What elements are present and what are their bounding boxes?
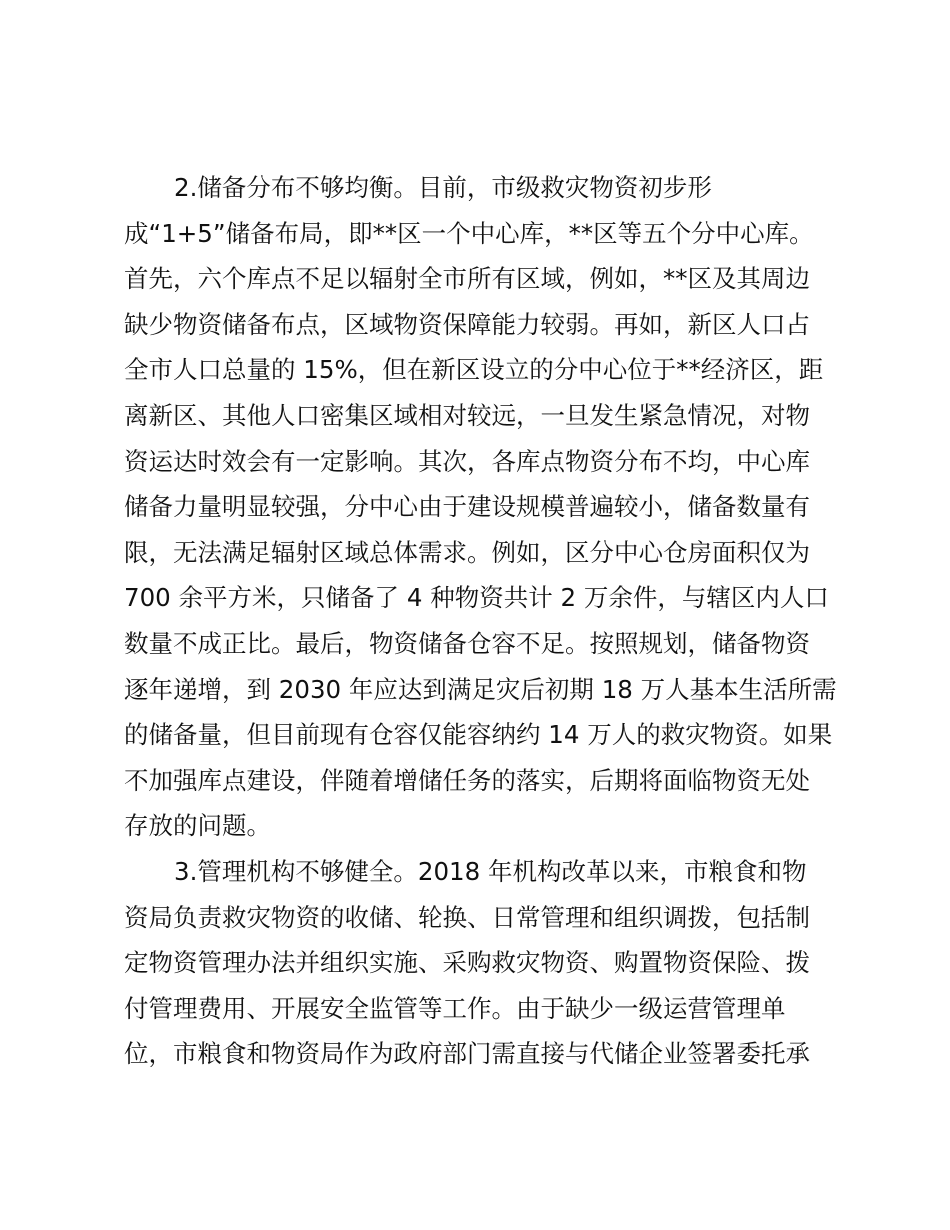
paragraph-3-heading-line: 3.管理机构不够健全。2018 年机构改革以来，市粮食和物 <box>174 856 807 886</box>
text-line: 储备力量明显较强，分中心由于建设规模普遍较小，储备数量有 <box>124 492 810 522</box>
text-line: 成“1+5”储备布局，即**区一个中心库，**区等五个分中心库。 <box>124 218 814 248</box>
text-line: 700 余平方米，只储备了 4 种物资共计 2 万余件，与辖区内人口 <box>124 583 829 613</box>
text-line: 不加强库点建设，伴随着增储任务的落实，后期将面临物资无处 <box>124 765 810 795</box>
paragraph-2-heading-line: 2.储备分布不够均衡。目前，市级救灾物资初步形 <box>174 173 712 202</box>
text-line: 缺少物资储备布点，区域物资保障能力较弱。再如，新区人口占 <box>124 309 810 339</box>
text-line: 限，无法满足辐射区域总体需求。例如，区分中心仓房面积仅为 <box>124 537 810 567</box>
text-line: 数量不成正比。最后，物资储备仓容不足。按照规划，储备物资 <box>124 628 810 658</box>
text-line: 全市人口总量的 15%，但在新区设立的分中心位于**经济区，距 <box>124 355 824 385</box>
text-line: 离新区、其他人口密集区域相对较远，一旦发生紧急情况，对物 <box>124 400 810 430</box>
text-line: 定物资管理办法并组织实施、采购救灾物资、购置物资保险、拨 <box>124 948 810 978</box>
text-line: 资运达时效会有一定影响。其次，各库点物资分布不均，中心库 <box>124 446 810 476</box>
text-line: 的储备量，但目前现有仓容仅能容纳约 14 万人的救灾物资。如果 <box>124 720 833 750</box>
text-line: 首先，六个库点不足以辐射全市所有区域，例如，**区及其周边 <box>124 264 810 294</box>
text-line: 逐年递增，到 2030 年应达到满足灾后初期 18 万人基本生活所需 <box>124 674 837 704</box>
text-line: 位，市粮食和物资局作为政府部门需直接与代储企业签署委托承 <box>124 1039 810 1069</box>
document-body <box>124 165 844 1077</box>
text-line: 存放的问题。 <box>124 811 271 841</box>
text-line: 付管理费用、开展安全监管等工作。由于缺少一级运营管理单 <box>124 993 786 1023</box>
text-line: 资局负责救灾物资的收储、轮换、日常管理和组织调拨，包括制 <box>124 902 810 932</box>
